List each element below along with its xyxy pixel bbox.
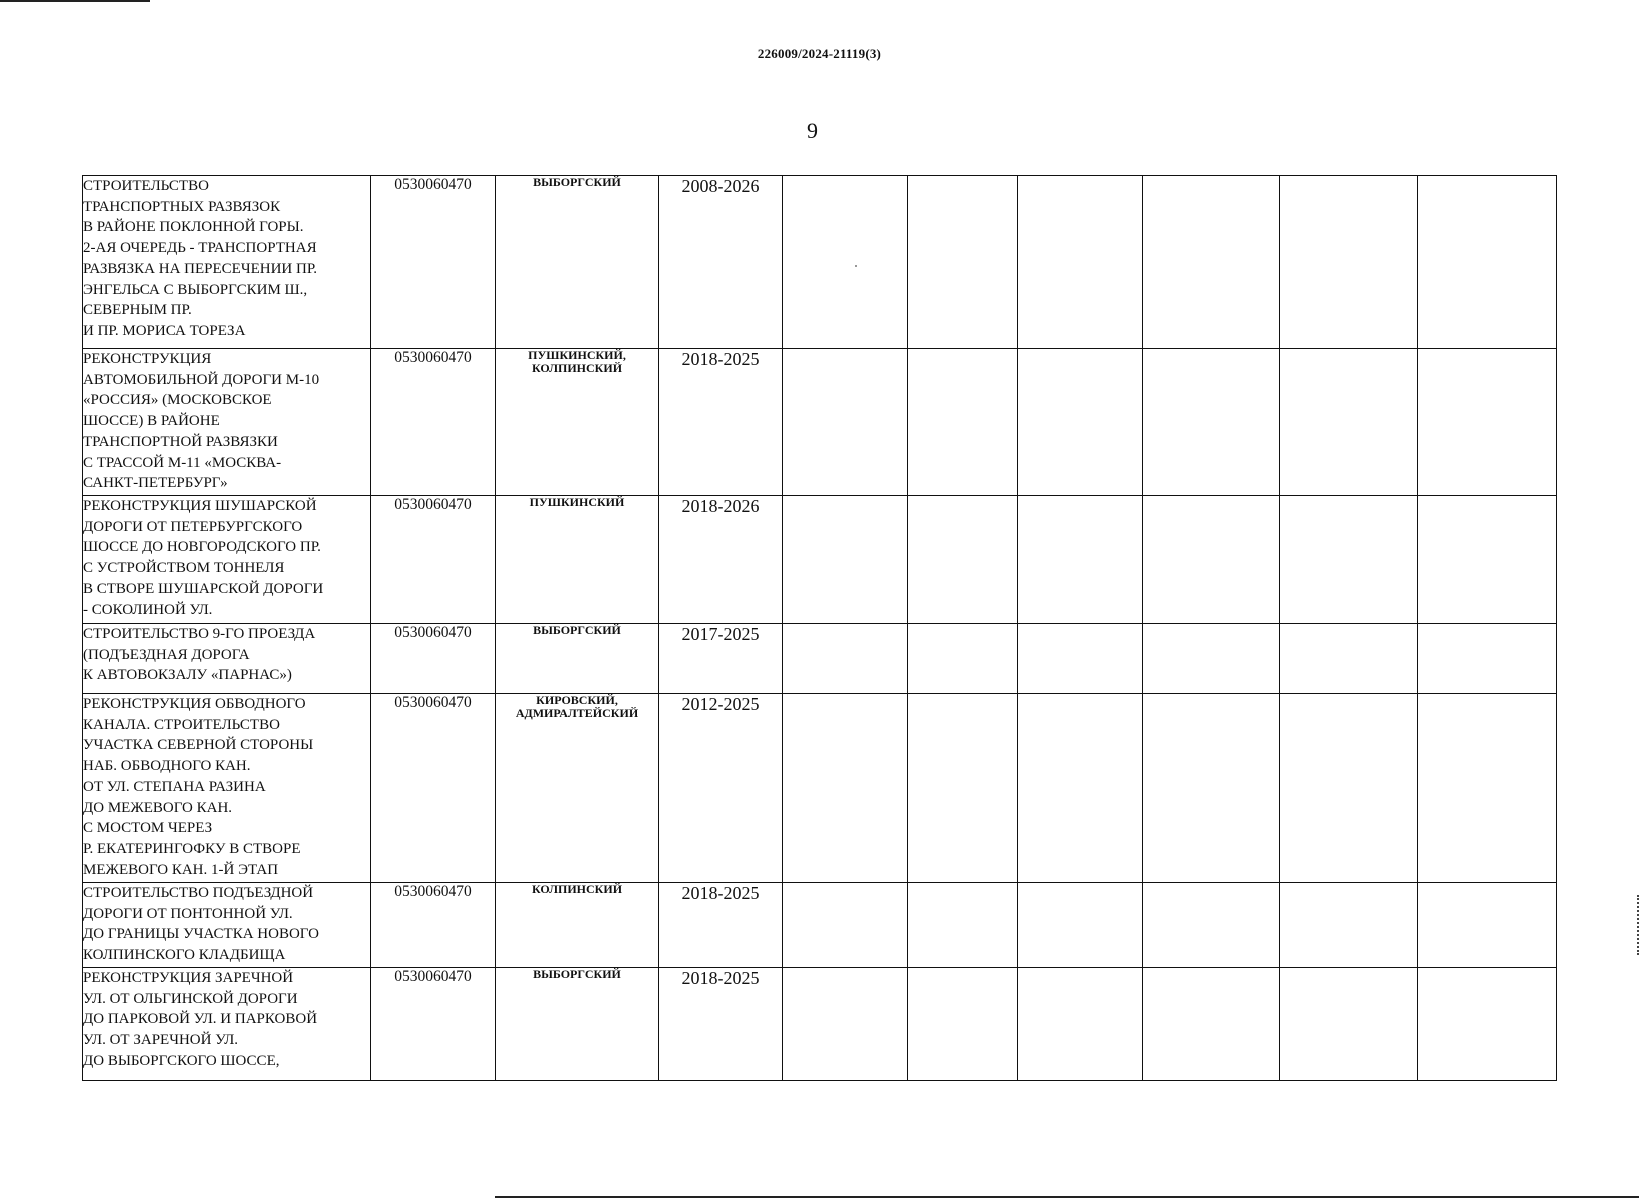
construction-projects-table bbox=[82, 175, 1557, 1081]
table-row bbox=[83, 496, 1557, 624]
empty-cell bbox=[1018, 694, 1143, 883]
empty-cell bbox=[1143, 624, 1280, 694]
empty-cell bbox=[783, 968, 908, 1081]
empty-cell bbox=[1280, 624, 1418, 694]
empty-cell bbox=[783, 624, 908, 694]
empty-cell bbox=[1018, 349, 1143, 496]
empty-cell bbox=[783, 496, 908, 624]
project-name-cell: РЕКОНСТРУКЦИЯ ЗАРЕЧНОЙ УЛ. ОТ ОЛЬГИНСКОЙ ДОРОГИ ДО ПАРКОВОЙ УЛ. И ПАРКОВОЙ УЛ. ОТ ЗАРЕЧНОЙ УЛ. ДО ВЫБОРГСКОГО ШОССЕ, bbox=[83, 968, 371, 1081]
project-name-cell: СТРОИТЕЛЬСТВО 9-ГО ПРОЕЗДА (ПОДЪЕЗДНАЯ ДОРОГА К АВТОВОКЗАЛУ «ПАРНАС») bbox=[83, 624, 371, 694]
empty-cell bbox=[1418, 883, 1557, 968]
years-cell: 2017-2025 bbox=[659, 624, 783, 694]
document-number-text: 226009/2024-21119(3) bbox=[757, 46, 882, 61]
budget-code-cell: 0530060470 bbox=[371, 968, 496, 1081]
empty-cell bbox=[783, 883, 908, 968]
years-cell: 2008-2026 bbox=[659, 176, 783, 349]
empty-cell bbox=[1418, 496, 1557, 624]
empty-cell bbox=[908, 349, 1018, 496]
district-cell: ПУШКИНСКИЙ, КОЛПИНСКИЙ bbox=[496, 349, 659, 496]
budget-code-cell: 0530060470 bbox=[371, 349, 496, 496]
years-cell: 2012-2025 bbox=[659, 694, 783, 883]
years-cell: 2018-2025 bbox=[659, 349, 783, 496]
district-cell: ВЫБОРГСКИЙ bbox=[496, 624, 659, 694]
empty-cell bbox=[1143, 176, 1280, 349]
document-number bbox=[0, 46, 1639, 62]
empty-cell bbox=[1143, 883, 1280, 968]
empty-cell bbox=[1280, 883, 1418, 968]
table-row bbox=[83, 694, 1557, 883]
district-cell: КОЛПИНСКИЙ bbox=[496, 883, 659, 968]
empty-cell bbox=[1280, 968, 1418, 1081]
district-cell: ВЫБОРГСКИЙ bbox=[496, 968, 659, 1081]
project-name-cell: РЕКОНСТРУКЦИЯ ОБВОДНОГО КАНАЛА. СТРОИТЕЛЬСТВО УЧАСТКА СЕВЕРНОЙ СТОРОНЫ НАБ. ОБВОДНОГО КАН. ОТ УЛ. СТЕПАНА РАЗИНА ДО МЕЖЕВОГО КАН. С МОСТОМ ЧЕРЕЗ Р. ЕКАТЕРИНГОФКУ В СТВОРЕ МЕЖЕВОГО КАН. 1-Й ЭТАП bbox=[83, 694, 371, 883]
empty-cell bbox=[783, 694, 908, 883]
empty-cell bbox=[908, 883, 1018, 968]
empty-cell bbox=[1018, 496, 1143, 624]
page-number-text: 9 bbox=[807, 118, 818, 143]
table-row bbox=[83, 883, 1557, 968]
budget-code-cell: 0530060470 bbox=[371, 624, 496, 694]
district-cell: ПУШКИНСКИЙ bbox=[496, 496, 659, 624]
empty-cell bbox=[1280, 349, 1418, 496]
table-row bbox=[83, 968, 1557, 1081]
empty-cell bbox=[1418, 349, 1557, 496]
years-cell: 2018-2025 bbox=[659, 883, 783, 968]
empty-cell bbox=[1143, 968, 1280, 1081]
empty-cell bbox=[1018, 176, 1143, 349]
district-cell: ВЫБОРГСКИЙ bbox=[496, 176, 659, 349]
scan-edge-mark bbox=[1629, 895, 1639, 955]
empty-cell bbox=[908, 694, 1018, 883]
project-name-cell: РЕКОНСТРУКЦИЯ АВТОМОБИЛЬНОЙ ДОРОГИ М-10 «РОССИЯ» (МОСКОВСКОЕ ШОССЕ) В РАЙОНЕ ТРАНСПОРТНОЙ РАЗВЯЗКИ С ТРАССОЙ М-11 «МОСКВА- САНКТ-ПЕТЕРБУРГ» bbox=[83, 349, 371, 496]
project-name-cell: РЕКОНСТРУКЦИЯ ШУШАРСКОЙ ДОРОГИ ОТ ПЕТЕРБУРГСКОГО ШОССЕ ДО НОВГОРОДСКОГО ПР. С УСТРОЙСТВОМ ТОННЕЛЯ В СТВОРЕ ШУШАРСКОЙ ДОРОГИ - СОКОЛИНОЙ УЛ. bbox=[83, 496, 371, 624]
empty-cell bbox=[908, 496, 1018, 624]
empty-cell bbox=[1018, 968, 1143, 1081]
budget-code-cell: 0530060470 bbox=[371, 176, 496, 349]
years-cell: 2018-2025 bbox=[659, 968, 783, 1081]
bottom-margin-rule bbox=[495, 1196, 1639, 1198]
empty-cell bbox=[1018, 624, 1143, 694]
empty-cell bbox=[1280, 496, 1418, 624]
empty-cell bbox=[1418, 624, 1557, 694]
empty-cell bbox=[908, 968, 1018, 1081]
table-row bbox=[83, 176, 1557, 349]
empty-cell bbox=[1018, 883, 1143, 968]
empty-cell bbox=[1143, 349, 1280, 496]
years-cell: 2018-2026 bbox=[659, 496, 783, 624]
project-name-cell: СТРОИТЕЛЬСТВО ТРАНСПОРТНЫХ РАЗВЯЗОК В РАЙОНЕ ПОКЛОННОЙ ГОРЫ. 2-АЯ ОЧЕРЕДЬ - ТРАНСПОРТНАЯ РАЗВЯЗКА НА ПЕРЕСЕЧЕНИИ ПР. ЭНГЕЛЬСА С ВЫБОРГСКИМ Ш., СЕВЕРНЫМ ПР. И ПР. МОРИСА ТОРЕЗА bbox=[83, 176, 371, 349]
budget-code-cell: 0530060470 bbox=[371, 694, 496, 883]
table-row bbox=[83, 624, 1557, 694]
empty-cell bbox=[1418, 694, 1557, 883]
budget-code-cell: 0530060470 bbox=[371, 883, 496, 968]
empty-cell bbox=[783, 176, 908, 349]
empty-cell bbox=[1418, 176, 1557, 349]
project-name-cell: СТРОИТЕЛЬСТВО ПОДЪЕЗДНОЙ ДОРОГИ ОТ ПОНТОННОЙ УЛ. ДО ГРАНИЦЫ УЧАСТКА НОВОГО КОЛПИНСКОГО КЛАДБИЩА bbox=[83, 883, 371, 968]
top-margin-rule bbox=[0, 0, 150, 2]
empty-cell bbox=[908, 624, 1018, 694]
empty-cell bbox=[908, 176, 1018, 349]
district-cell: КИРОВСКИЙ, АДМИРАЛТЕЙСКИЙ bbox=[496, 694, 659, 883]
page-number bbox=[0, 118, 1639, 144]
empty-cell bbox=[1143, 496, 1280, 624]
empty-cell bbox=[783, 349, 908, 496]
empty-cell bbox=[1280, 694, 1418, 883]
empty-cell bbox=[1280, 176, 1418, 349]
empty-cell bbox=[1143, 694, 1280, 883]
empty-cell bbox=[1418, 968, 1557, 1081]
table-row bbox=[83, 349, 1557, 496]
budget-code-cell: 0530060470 bbox=[371, 496, 496, 624]
